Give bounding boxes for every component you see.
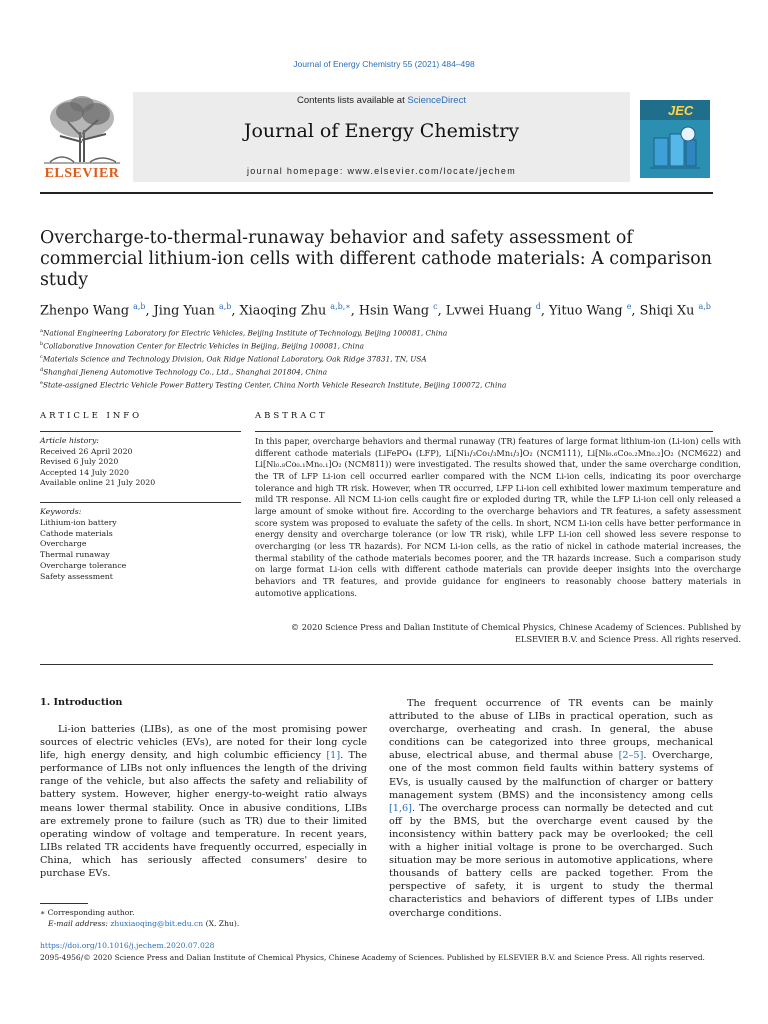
- issn-copyright-line: 2095-4956/© 2020 Science Press and Dalian Institute of Chemical Physics, Chinese Academy of Sciences. Published by ELSEVIER B.V. and Science Press. All rights reserved.: [40, 953, 705, 962]
- affiliation-key: d: [40, 366, 44, 373]
- journal-cover-thumbnail[interactable]: [640, 100, 710, 178]
- footnote: [40, 907, 367, 929]
- keyword-item: Safety assessment: [40, 571, 113, 581]
- homepage-prefix: journal homepage:: [246, 166, 348, 176]
- author-affiliation-marker[interactable]: a,b: [698, 302, 711, 311]
- author-affiliation-marker[interactable]: a,b: [133, 302, 146, 311]
- keyword-item: Overcharge: [40, 539, 87, 549]
- footnote-divider: [40, 903, 88, 904]
- email-line: [40, 918, 367, 929]
- article-info-divider: [40, 431, 241, 432]
- affiliation-item: [40, 326, 720, 339]
- article-history: [40, 436, 241, 489]
- body-divider: [40, 664, 713, 665]
- homepage-url-link[interactable]: www.elsevier.com/locate/jechem: [347, 166, 517, 176]
- affiliation-item: [40, 339, 720, 352]
- elsevier-logo[interactable]: [40, 92, 124, 182]
- author-separator: ,: [540, 303, 550, 319]
- journal-homepage: [133, 166, 630, 176]
- author-list: [40, 302, 720, 318]
- author-name[interactable]: Jing Yuan: [153, 303, 215, 319]
- email-label: E-mail address:: [48, 919, 111, 929]
- history-label: Article history:: [40, 436, 100, 445]
- intro-paragraph-right: [389, 697, 713, 920]
- body-text: Li-ion batteries (LIBs), as one of the most promising power sources of electric vehicles (EVs), are noted for their long cycle life, high energy density, and high columbic efficiency: [40, 724, 367, 762]
- author-name[interactable]: Zhenpo Wang: [40, 303, 130, 319]
- affiliation-item: [40, 378, 720, 391]
- cover-title: JEC: [668, 103, 694, 118]
- author-affiliation-marker[interactable]: e: [626, 302, 632, 311]
- author-name[interactable]: Shiqi Xu: [639, 303, 695, 319]
- author-name[interactable]: Hsin Wang: [358, 303, 430, 319]
- author-name[interactable]: Yituo Wang: [549, 303, 623, 319]
- author-separator: ,: [350, 303, 359, 319]
- affiliation-text: Collaborative Innovation Center for Electric Vehicles in Beijing, Beijing 100081, China: [43, 341, 364, 351]
- journal-citation-link[interactable]: Journal of Energy Chemistry 55 (2021) 484–498: [293, 59, 475, 69]
- contents-line: [133, 95, 630, 106]
- sciencedirect-link[interactable]: ScienceDirect: [407, 95, 466, 106]
- author-affiliation-marker[interactable]: d: [535, 302, 541, 311]
- abstract-divider: [255, 431, 713, 432]
- keywords-divider: [40, 502, 241, 503]
- affiliation-item: [40, 365, 720, 378]
- article-title: Overcharge-to-thermal-runaway behavior and safety assessment of commercial lithium-ion cells with different cathode materials: A comparison study: [40, 228, 712, 290]
- affiliation-key: b: [40, 340, 44, 347]
- article-info-heading: ARTICLE INFO: [40, 411, 143, 421]
- affiliation-text: Shanghai Jieneng Automotive Technology Co., Ltd., Shanghai 201804, China: [43, 367, 328, 377]
- header-divider: [40, 192, 713, 194]
- email-suffix: (X. Zhu).: [203, 919, 240, 929]
- author-affiliation-marker[interactable]: c: [433, 302, 438, 311]
- citation-link[interactable]: [1]: [326, 750, 341, 762]
- affiliation-text: National Engineering Laboratory for Electric Vehicles, Beijing Institute of Technology, Beijing 100081, China: [42, 328, 448, 338]
- doi-link[interactable]: https://doi.org/10.1016/j.jechem.2020.07.028: [40, 941, 215, 950]
- abstract-heading: ABSTRACT: [255, 411, 328, 421]
- keywords-label: Keywords:: [40, 507, 82, 516]
- elsevier-wordmark: ELSEVIER: [44, 166, 120, 181]
- keyword-item: Thermal runaway: [40, 550, 110, 560]
- contents-prefix: Contents lists available at: [297, 95, 408, 106]
- author-separator: ,: [437, 303, 446, 319]
- email-link[interactable]: zhuxiaoqing@bit.edu.cn: [110, 919, 204, 929]
- corresponding-author-note: ∗ Corresponding author.: [40, 908, 135, 917]
- body-text: . The performance of LIBs not only influences the length of the driving range of the vehicle, but also affects the safety and reliability of battery system. However, higher energy-to-weight ratio always means lower thermal stability. Once in abusive conditions, LIBs are extremely prone to failure (such as TR) due to their limited operating window of voltage and temperature. In recent years, LIBs related TR accidents have frequently occurred, especially in China, which has seriously affected consumers' desire to purchase EVs.: [40, 750, 367, 880]
- affiliation-key: c: [40, 353, 43, 360]
- elsevier-tree-icon: [40, 92, 124, 166]
- abstract-text: In this paper, overcharge behaviors and thermal runaway (TR) features of large format lithium-ion (Li-ion) cells with different cathode materials (LiFePO₄ (LFP), Li[Ni₁/₃Co₁/₃Mn₁/₃]O₂ (NCM111), Li[Ni₀.₆Co₀.₂Mn₀.₂]O₂ (NCM622) and Li[Ni₀.₈Co₀.₁Mn₀.₁]O₂ (NCM811)) were investigated. The results showed that, under the same overcharge condition, the TR of LFP Li-ion cell occurred earlier compared with the NCM Li-ion cells, indicating its poor overcharge tolerance and high TR risk. However, when TR occurred, LFP Li-ion cell exhibited lower maximum temperature and mild TR response. All NCM Li-ion cells caught fire or exploded during TR, while the LFP Li-ion cell only released a large amount of smoke without fire. According to the overcharge behaviors and TR features, a safety assessment score system was proposed to evaluate the safety of the cells. In short, NCM Li-ion cells have better performance in energy density and overcharge tolerance (or low TR risk), while LFP Li-ion cell showed less severe response to overcharging (or less TR hazards). For NCM Li-ion cells, as the ratio of nickel in cathode material increases, the thermal stability of the cathode materials becomes poorer, and the TR hazards increase. Such a comparison study on large format Li-ion cells with different cathode materials can provide deeper insights into the overcharge behaviors and TR features, and provide guidance for engineers to reasonably choose battery materials in automotive applications.: [255, 436, 741, 598]
- body-text: The frequent occurrence of TR events can be mainly attributed to the abuse of LIBs in practical operation, such as overcharge, overheating and crash. In general, the abuse conditions can be categorized into three groups, mechanical abuse, electrical abuse, and thermal abuse: [389, 698, 713, 762]
- body-text: . Overcharge, one of the most common field faults within battery systems of EVs, is usually caused by the malfunction of charger or battery management system (BMS) and the inconsistency among cells: [389, 750, 713, 801]
- history-item: Available online 21 July 2020: [40, 478, 156, 487]
- keyword-item: Overcharge tolerance: [40, 560, 127, 570]
- body-text: . The overcharge process can normally be detected and cut off by the BMS, but the overcharge event caused by the inconsistency within battery pack may be overlooked; the cell with a higher initial voltage is prone to be overcharged. Such situation may be more serious in automotive applications, where thousands of battery cells are packed together. From the perspective of safety, it is urgent to study the thermal characteristics and behaviors of different types of LIBs under overcharge conditions.: [389, 802, 713, 919]
- section-heading-introduction: 1. Introduction: [40, 697, 123, 708]
- author-separator: ,: [631, 303, 640, 319]
- keyword-item: Lithium-ion battery: [40, 517, 117, 527]
- affiliation-key: a: [40, 328, 43, 334]
- affiliation-list: [40, 326, 720, 391]
- author-affiliation-marker[interactable]: a,b: [218, 302, 232, 311]
- affiliation-item: [40, 352, 720, 365]
- citation-link[interactable]: [2–5]: [618, 750, 644, 762]
- author-separator: ,: [145, 303, 154, 319]
- author-separator: ,: [231, 303, 240, 319]
- author-affiliation-marker[interactable]: a,b,∗: [330, 302, 351, 311]
- cover-battery-art-icon: [650, 124, 700, 172]
- history-item: Received 26 April 2020: [40, 446, 133, 456]
- citation-link[interactable]: [1,6]: [389, 802, 412, 814]
- affiliation-text: Materials Science and Technology Division, Oak Ridge National Laboratory, Oak Ridge 37831, TN, USA: [42, 354, 427, 364]
- keyword-list: [40, 507, 241, 583]
- abstract-copyright: © 2020 Science Press and Dalian Institute of Chemical Physics, Chinese Academy of Sciences. Published by ELSEVIER B.V. and Science Press. All rights reserved.: [290, 622, 741, 644]
- keyword-item: Cathode materials: [40, 528, 113, 538]
- journal-name[interactable]: Journal of Energy Chemistry: [243, 120, 520, 142]
- author-name[interactable]: Lvwei Huang: [445, 303, 532, 319]
- intro-paragraph-left: [40, 723, 367, 880]
- history-item: Accepted 14 July 2020: [40, 467, 129, 477]
- affiliation-key: e: [40, 379, 43, 386]
- author-name[interactable]: Xiaoqing Zhu: [239, 303, 327, 319]
- affiliation-text: State-assigned Electric Vehicle Power Battery Testing Center, China North Vehicle Research Institute, Beijing 100072, China: [42, 380, 507, 390]
- history-item: Revised 6 July 2020: [40, 457, 119, 466]
